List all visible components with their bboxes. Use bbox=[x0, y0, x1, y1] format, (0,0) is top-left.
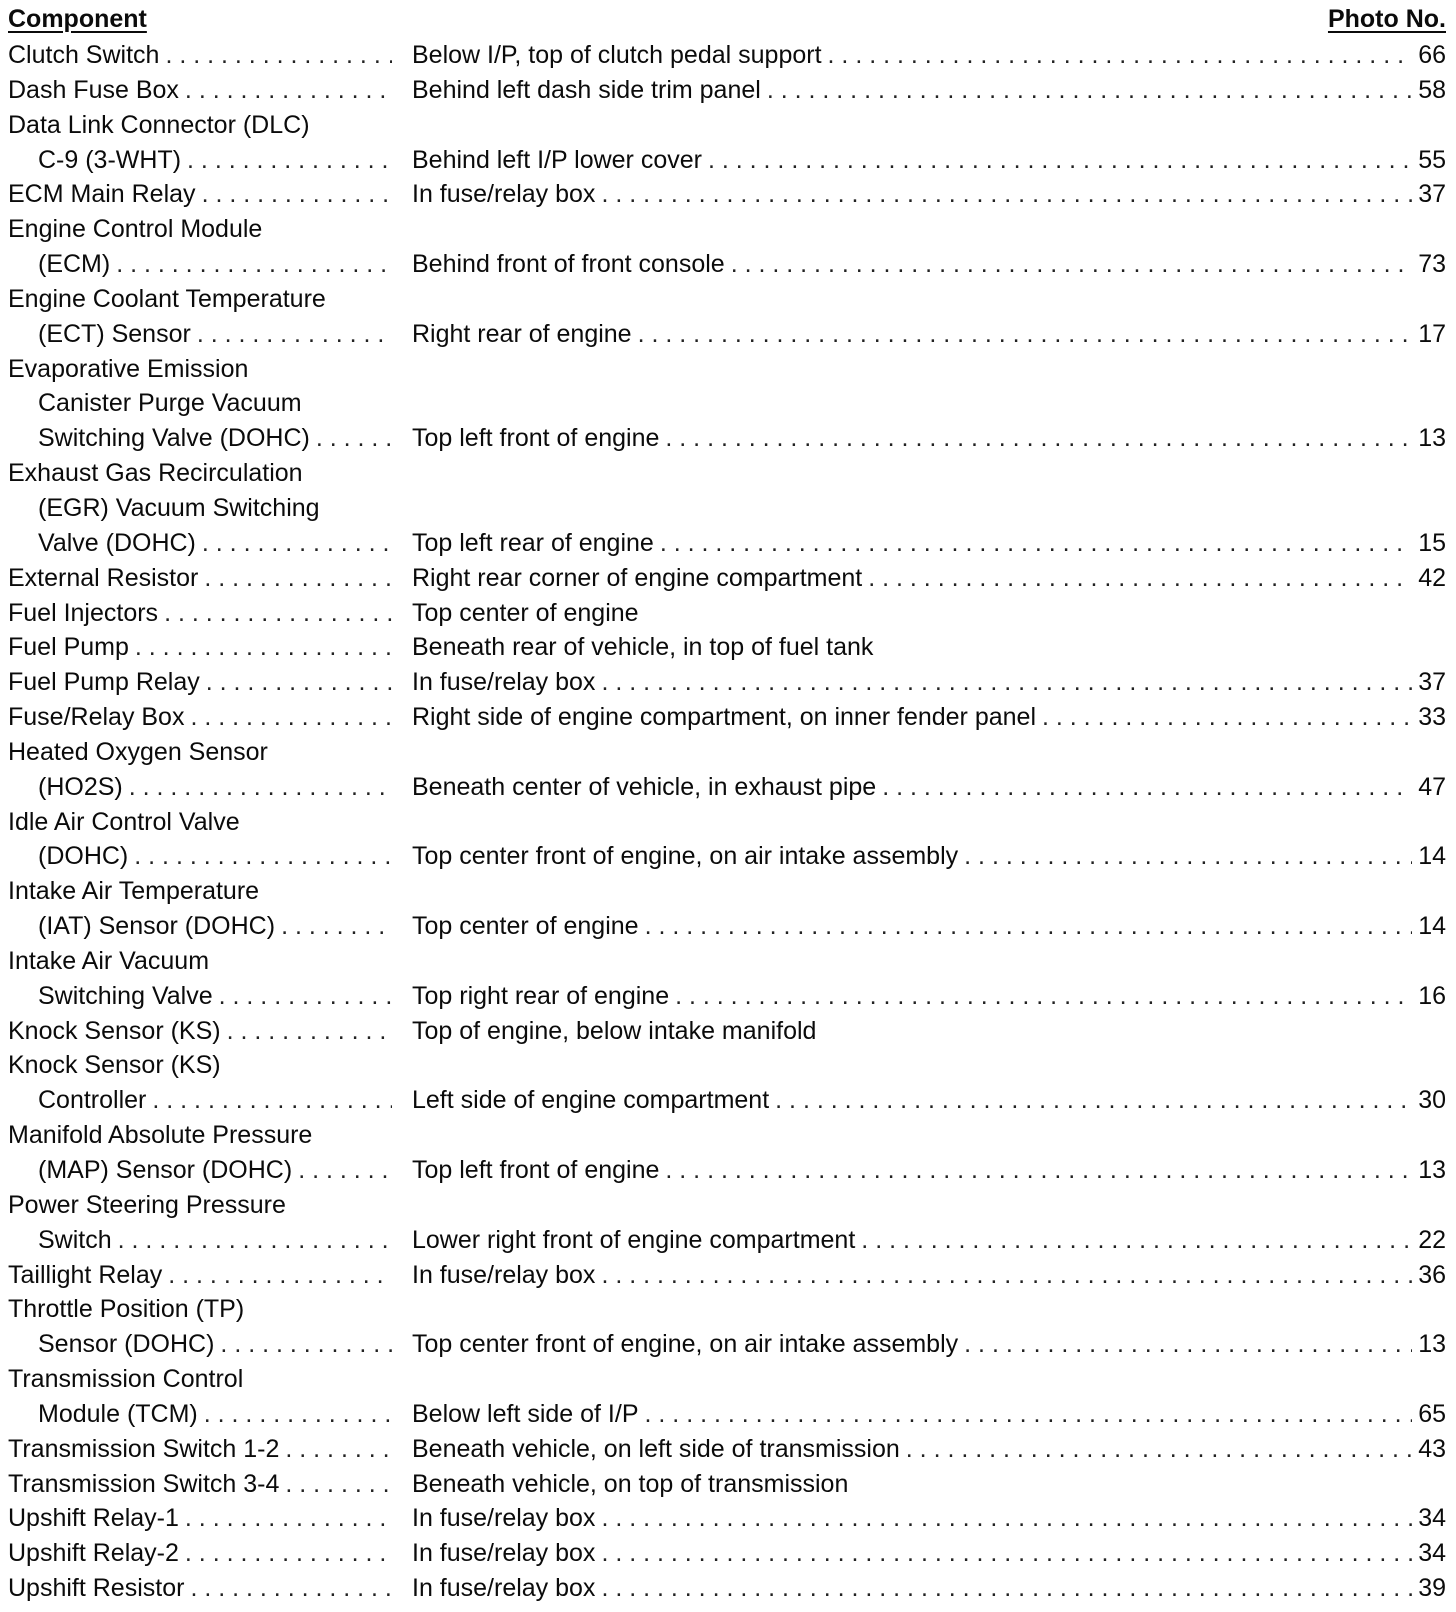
list-item bbox=[0, 1571, 1456, 1606]
component-cell bbox=[8, 73, 392, 108]
location-text: Below left side of I/P bbox=[412, 1399, 639, 1428]
location-text: Top right rear of engine bbox=[412, 981, 670, 1010]
component-name: ECM Main Relay bbox=[8, 180, 196, 209]
list-item-line bbox=[0, 735, 1456, 770]
photo-number: 34 bbox=[1418, 1504, 1446, 1533]
location-text: Top center of engine bbox=[412, 598, 639, 627]
dot-leader bbox=[601, 1571, 1412, 1606]
dot-leader bbox=[165, 38, 392, 73]
component-column-header: Component bbox=[8, 5, 147, 33]
component-cell bbox=[8, 1571, 392, 1606]
location-cell bbox=[412, 1258, 1446, 1293]
dot-leader bbox=[185, 73, 392, 108]
photo-number: 13 bbox=[1418, 1156, 1446, 1184]
location-text: Top center of engine bbox=[412, 912, 639, 941]
list-item bbox=[0, 38, 1456, 73]
component-cell bbox=[8, 1536, 392, 1571]
photo-number: 42 bbox=[1418, 563, 1446, 592]
location-text: Top center front of engine, on air intake assembly bbox=[412, 1330, 959, 1359]
photo-number: 14 bbox=[1418, 912, 1446, 941]
photo-number: 47 bbox=[1418, 772, 1446, 801]
component-name-continued: Controller bbox=[38, 1086, 147, 1115]
dot-leader bbox=[204, 1397, 392, 1432]
dot-leader bbox=[134, 839, 392, 874]
component-name: Manifold Absolute Pressure bbox=[8, 1121, 313, 1150]
photo-number: 58 bbox=[1418, 75, 1446, 104]
photo-number: 30 bbox=[1418, 1086, 1446, 1115]
dot-leader bbox=[731, 247, 1412, 282]
component-name: Fuel Pump Relay bbox=[8, 668, 200, 697]
location-cell bbox=[412, 1571, 1446, 1606]
component-name: Transmission Control bbox=[8, 1365, 244, 1394]
list-item-line bbox=[0, 386, 1456, 421]
list-item bbox=[0, 596, 1456, 631]
component-cell bbox=[8, 1501, 392, 1536]
list-item bbox=[0, 177, 1456, 212]
dot-leader bbox=[638, 317, 1413, 352]
component-cell bbox=[8, 561, 392, 596]
list-item-line bbox=[0, 805, 1456, 840]
list-item bbox=[0, 1327, 1456, 1362]
component-cell bbox=[8, 665, 392, 700]
component-name: Exhaust Gas Recirculation bbox=[8, 459, 303, 488]
location-cell bbox=[412, 317, 1446, 352]
dot-leader bbox=[645, 909, 1413, 944]
list-item-line bbox=[0, 874, 1456, 909]
dot-leader bbox=[164, 596, 392, 631]
list-item bbox=[0, 700, 1456, 735]
component-name: Engine Control Module bbox=[8, 215, 263, 244]
component-name-continued: (ECT) Sensor bbox=[38, 319, 191, 348]
location-cell bbox=[412, 1153, 1446, 1188]
location-cell bbox=[412, 979, 1446, 1014]
component-cell bbox=[8, 38, 392, 73]
location-cell bbox=[412, 1083, 1446, 1118]
photo-number: 15 bbox=[1418, 528, 1446, 557]
dot-leader bbox=[964, 839, 1412, 874]
dot-leader bbox=[708, 143, 1412, 178]
component-name-continued: Canister Purge Vacuum bbox=[38, 389, 302, 418]
component-name-continued: Switch bbox=[38, 1225, 112, 1254]
list-item-line bbox=[0, 491, 1456, 526]
location-cell bbox=[412, 1014, 1446, 1049]
dot-leader bbox=[964, 1327, 1412, 1362]
photo-number: 16 bbox=[1418, 981, 1446, 1010]
component-cell bbox=[8, 700, 392, 735]
list-item bbox=[0, 770, 1456, 805]
component-name: Dash Fuse Box bbox=[8, 75, 179, 104]
dot-leader bbox=[204, 561, 392, 596]
component-name: Knock Sensor (KS) bbox=[8, 1016, 221, 1045]
location-text: Behind left I/P lower cover bbox=[412, 145, 702, 174]
dot-leader bbox=[219, 979, 392, 1014]
component-cell bbox=[38, 839, 392, 874]
component-cell bbox=[38, 143, 392, 178]
component-name: Intake Air Vacuum bbox=[8, 946, 210, 975]
photo-number: 37 bbox=[1418, 668, 1446, 697]
photo-number: 73 bbox=[1418, 250, 1446, 279]
photo-number: 34 bbox=[1418, 1539, 1446, 1568]
location-cell bbox=[412, 1397, 1446, 1432]
component-cell bbox=[38, 421, 392, 456]
dot-leader bbox=[285, 1432, 392, 1467]
list-item bbox=[0, 1397, 1456, 1432]
component-cell bbox=[38, 1083, 392, 1118]
component-name: Throttle Position (TP) bbox=[8, 1295, 245, 1324]
list-item bbox=[0, 1501, 1456, 1536]
component-cell bbox=[38, 1327, 392, 1362]
list-item bbox=[0, 1536, 1456, 1571]
list-item bbox=[0, 839, 1456, 874]
dot-leader bbox=[868, 561, 1412, 596]
location-text: In fuse/relay box bbox=[412, 180, 596, 209]
list-item bbox=[0, 73, 1456, 108]
component-cell bbox=[38, 1397, 392, 1432]
dot-leader bbox=[135, 630, 392, 665]
dot-leader bbox=[675, 979, 1412, 1014]
location-cell bbox=[412, 1501, 1446, 1536]
dot-leader bbox=[601, 665, 1412, 700]
component-name: Heated Oxygen Sensor bbox=[8, 737, 268, 766]
photo-number: 37 bbox=[1418, 180, 1446, 209]
list-item bbox=[0, 1083, 1456, 1118]
list-item bbox=[0, 421, 1456, 456]
dot-leader bbox=[601, 1501, 1412, 1536]
component-name: Engine Coolant Temperature bbox=[8, 284, 326, 313]
component-cell bbox=[38, 979, 392, 1014]
location-text: Behind front of front console bbox=[412, 250, 725, 279]
component-name-continued: (HO2S) bbox=[38, 772, 123, 801]
location-text: Right rear corner of engine compartment bbox=[412, 563, 863, 592]
dot-leader bbox=[152, 1083, 392, 1118]
dot-leader bbox=[202, 177, 392, 212]
component-name-continued: Valve (DOHC) bbox=[38, 528, 196, 557]
location-text: In fuse/relay box bbox=[412, 1260, 596, 1289]
location-text: Top left front of engine bbox=[412, 1156, 660, 1184]
location-cell bbox=[412, 770, 1446, 805]
dot-leader bbox=[227, 1014, 392, 1049]
location-cell bbox=[412, 909, 1446, 944]
photo-number: 13 bbox=[1418, 1330, 1446, 1359]
dot-leader bbox=[168, 1258, 392, 1293]
dot-leader bbox=[185, 1501, 392, 1536]
component-name: Intake Air Temperature bbox=[8, 877, 260, 906]
location-text: Top of engine, below intake manifold bbox=[412, 1016, 817, 1045]
photo-number: 22 bbox=[1418, 1225, 1446, 1254]
component-name: Upshift Resistor bbox=[8, 1574, 185, 1603]
location-cell bbox=[412, 421, 1446, 456]
location-cell bbox=[412, 839, 1446, 874]
list-item-line bbox=[0, 352, 1456, 387]
location-text: Beneath rear of vehicle, in top of fuel tank bbox=[412, 633, 874, 662]
location-cell bbox=[412, 700, 1446, 735]
dot-leader bbox=[645, 1397, 1413, 1432]
list-item bbox=[0, 979, 1456, 1014]
list-item bbox=[0, 909, 1456, 944]
component-cell bbox=[38, 770, 392, 805]
dot-leader bbox=[185, 1536, 392, 1571]
component-name-continued: (DOHC) bbox=[38, 842, 129, 871]
component-name: Transmission Switch 1-2 bbox=[8, 1434, 280, 1463]
list-item-line bbox=[0, 212, 1456, 247]
location-text: Beneath vehicle, on left side of transmission bbox=[412, 1434, 900, 1463]
component-name: Upshift Relay-1 bbox=[8, 1504, 179, 1533]
list-item-line bbox=[0, 944, 1456, 979]
dot-leader bbox=[190, 700, 392, 735]
photo-number: 66 bbox=[1418, 41, 1446, 69]
dot-leader bbox=[882, 770, 1412, 805]
component-name: Data Link Connector (DLC) bbox=[8, 110, 310, 139]
location-text: In fuse/relay box bbox=[412, 1539, 596, 1568]
location-cell bbox=[412, 1327, 1446, 1362]
dot-leader bbox=[1042, 700, 1412, 735]
component-cell bbox=[38, 317, 392, 352]
location-text: In fuse/relay box bbox=[412, 1504, 596, 1533]
component-cell bbox=[38, 1153, 392, 1188]
component-name-continued: (EGR) Vacuum Switching bbox=[38, 493, 320, 522]
location-cell bbox=[412, 1536, 1446, 1571]
component-name: Fuel Pump bbox=[8, 633, 129, 662]
list-item bbox=[0, 561, 1456, 596]
component-name-continued: Switching Valve bbox=[38, 981, 213, 1010]
location-cell bbox=[412, 177, 1446, 212]
location-text: In fuse/relay box bbox=[412, 668, 596, 697]
dot-leader bbox=[129, 770, 392, 805]
component-name: Transmission Switch 3-4 bbox=[8, 1469, 280, 1498]
component-name-continued: (ECM) bbox=[38, 250, 111, 279]
component-name-continued: (IAT) Sensor (DOHC) bbox=[38, 912, 276, 941]
dot-leader bbox=[187, 143, 392, 178]
dot-leader bbox=[775, 1083, 1412, 1118]
photo-number: 13 bbox=[1418, 424, 1446, 453]
component-name: Upshift Relay-2 bbox=[8, 1539, 179, 1568]
dot-leader bbox=[767, 73, 1412, 108]
location-text: Top left front of engine bbox=[412, 424, 660, 453]
photo-number: 65 bbox=[1418, 1399, 1446, 1428]
dot-leader bbox=[197, 317, 392, 352]
list-item bbox=[0, 1223, 1456, 1258]
dot-leader bbox=[601, 1536, 1412, 1571]
dot-leader bbox=[665, 1153, 1412, 1188]
dot-leader bbox=[202, 526, 392, 561]
list-item bbox=[0, 1467, 1456, 1502]
dot-leader bbox=[285, 1467, 392, 1502]
component-name: External Resistor bbox=[8, 563, 199, 592]
location-text: Top left rear of engine bbox=[412, 528, 654, 557]
dot-leader bbox=[601, 1258, 1412, 1293]
dot-leader bbox=[118, 1223, 392, 1258]
list-item bbox=[0, 1258, 1456, 1293]
component-cell bbox=[8, 1014, 392, 1049]
location-cell bbox=[412, 73, 1446, 108]
location-cell bbox=[412, 143, 1446, 178]
list-item bbox=[0, 317, 1456, 352]
component-cell bbox=[38, 1223, 392, 1258]
list-item-line bbox=[0, 1048, 1456, 1083]
list-item-line bbox=[0, 108, 1456, 143]
photo-number: 36 bbox=[1418, 1260, 1446, 1289]
location-cell bbox=[412, 526, 1446, 561]
component-cell bbox=[8, 1467, 392, 1502]
component-name-continued: C-9 (3-WHT) bbox=[38, 145, 182, 174]
component-name: Idle Air Control Valve bbox=[8, 807, 240, 836]
location-text: Below I/P, top of clutch pedal support bbox=[412, 41, 822, 69]
dot-leader bbox=[206, 665, 392, 700]
location-cell bbox=[412, 247, 1446, 282]
component-cell bbox=[38, 247, 392, 282]
component-name: Knock Sensor (KS) bbox=[8, 1051, 221, 1080]
component-cell bbox=[8, 596, 392, 631]
list-item bbox=[0, 143, 1456, 178]
component-name-continued: Switching Valve (DOHC) bbox=[38, 424, 310, 453]
component-name: Fuel Injectors bbox=[8, 598, 159, 627]
location-text: Right side of engine compartment, on inner fender panel bbox=[412, 703, 1036, 732]
list-item-line bbox=[0, 1362, 1456, 1397]
list-item-line bbox=[0, 456, 1456, 491]
photo-number: 43 bbox=[1418, 1434, 1446, 1463]
location-text: Lower right front of engine compartment bbox=[412, 1225, 856, 1254]
component-list bbox=[0, 38, 1456, 1606]
dot-leader bbox=[601, 177, 1412, 212]
dot-leader bbox=[861, 1223, 1412, 1258]
location-cell bbox=[412, 561, 1446, 596]
component-name-continued: Sensor (DOHC) bbox=[38, 1330, 215, 1359]
component-cell bbox=[8, 177, 392, 212]
location-cell bbox=[412, 596, 1446, 631]
dot-leader bbox=[316, 421, 392, 456]
photo-number: 17 bbox=[1418, 319, 1446, 348]
photo-number: 39 bbox=[1418, 1574, 1446, 1603]
dot-leader bbox=[665, 421, 1412, 456]
location-cell bbox=[412, 1467, 1446, 1502]
component-name-continued: (MAP) Sensor (DOHC) bbox=[38, 1156, 293, 1184]
component-cell bbox=[38, 909, 392, 944]
list-item bbox=[0, 1432, 1456, 1467]
list-item bbox=[0, 665, 1456, 700]
location-cell bbox=[412, 665, 1446, 700]
list-item-line bbox=[0, 1118, 1456, 1153]
photo-number: 14 bbox=[1418, 842, 1446, 871]
location-text: Left side of engine compartment bbox=[412, 1086, 770, 1115]
list-item-line bbox=[0, 282, 1456, 317]
dot-leader bbox=[906, 1432, 1412, 1467]
dot-leader bbox=[281, 909, 392, 944]
component-cell bbox=[8, 1258, 392, 1293]
component-name: Evaporative Emission bbox=[8, 354, 249, 383]
dot-leader bbox=[660, 526, 1412, 561]
list-item-line bbox=[0, 1188, 1456, 1223]
component-name: Power Steering Pressure bbox=[8, 1190, 286, 1219]
location-text: Behind left dash side trim panel bbox=[412, 75, 761, 104]
list-item bbox=[0, 1014, 1456, 1049]
location-cell bbox=[412, 38, 1446, 73]
location-cell bbox=[412, 1432, 1446, 1467]
list-item-line bbox=[0, 1292, 1456, 1327]
dot-leader bbox=[298, 1153, 392, 1188]
dot-leader bbox=[116, 247, 392, 282]
component-name-continued: Module (TCM) bbox=[38, 1399, 198, 1428]
component-name: Clutch Switch bbox=[8, 41, 160, 69]
list-item bbox=[0, 630, 1456, 665]
location-text: Top center front of engine, on air intake assembly bbox=[412, 842, 959, 871]
location-text: Right rear of engine bbox=[412, 319, 632, 348]
dot-leader bbox=[190, 1571, 392, 1606]
component-cell bbox=[8, 630, 392, 665]
location-cell bbox=[412, 630, 1446, 665]
dot-leader bbox=[828, 38, 1413, 73]
list-item bbox=[0, 526, 1456, 561]
photo-number-column-header: Photo No. bbox=[1327, 5, 1446, 33]
photo-number: 55 bbox=[1418, 145, 1446, 174]
component-cell bbox=[38, 526, 392, 561]
list-item bbox=[0, 247, 1456, 282]
component-name: Fuse/Relay Box bbox=[8, 703, 185, 732]
component-name: Taillight Relay bbox=[8, 1260, 163, 1289]
location-cell bbox=[412, 1223, 1446, 1258]
list-item bbox=[0, 1153, 1456, 1188]
component-cell bbox=[8, 1432, 392, 1467]
dot-leader bbox=[220, 1327, 392, 1362]
photo-number: 33 bbox=[1418, 703, 1446, 732]
location-text: Beneath vehicle, on top of transmission bbox=[412, 1469, 849, 1498]
location-text: Beneath center of vehicle, in exhaust pipe bbox=[412, 772, 877, 801]
location-text: In fuse/relay box bbox=[412, 1574, 596, 1603]
